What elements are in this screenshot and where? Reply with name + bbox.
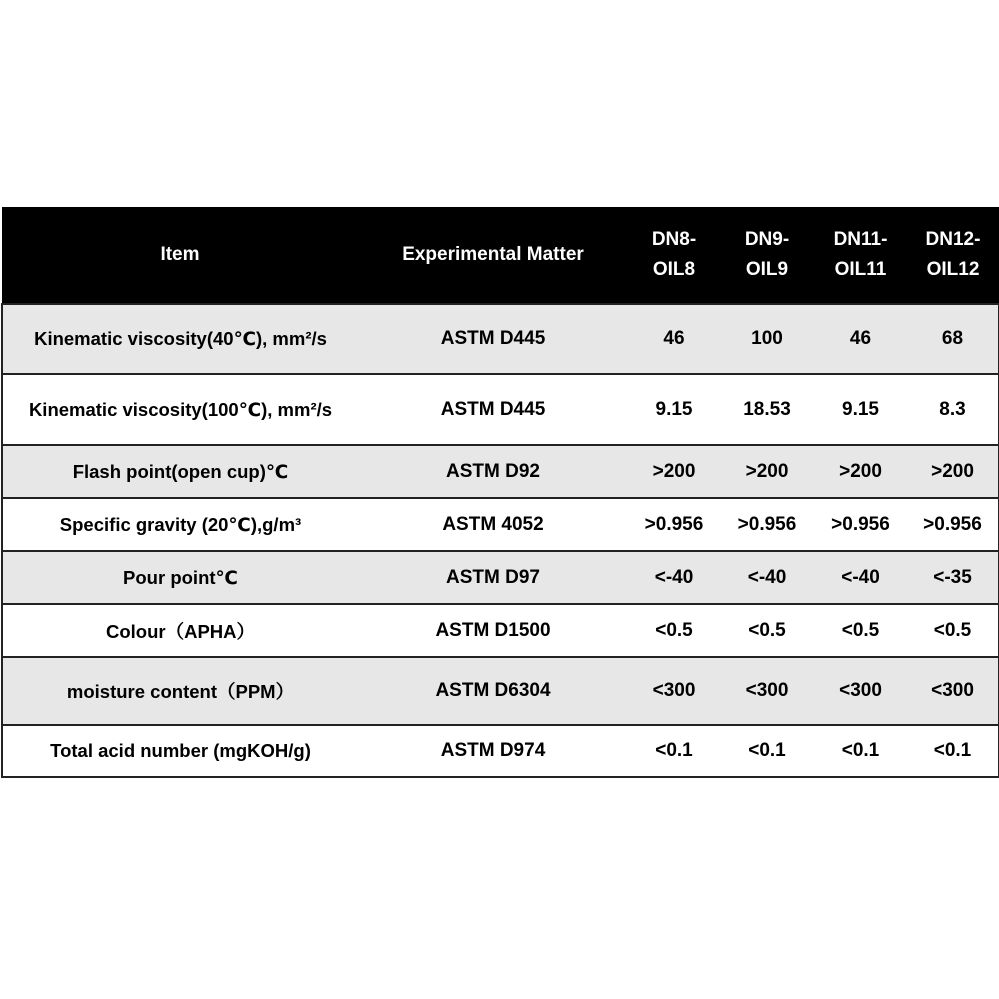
row-value-dn8: <0.1 (628, 725, 720, 777)
row-value-dn8: >200 (628, 445, 720, 498)
row-value-dn8: <300 (628, 657, 720, 725)
row-matter: ASTM D445 (358, 304, 628, 374)
header-dn12-line1: DN12- (925, 229, 981, 250)
row-value-dn9: <-40 (720, 551, 814, 604)
row-value-dn12: 8.3 (907, 374, 999, 445)
header-item: Item (2, 207, 358, 304)
row-matter: ASTM D1500 (358, 604, 628, 657)
table-row-viscosity-40 (2, 304, 999, 374)
row-matter: ASTM D97 (358, 551, 628, 604)
row-value-dn9: <0.5 (720, 604, 814, 657)
header-dn9-line2: OIL9 (745, 259, 789, 280)
row-item: Total acid number (mgKOH/g) (2, 725, 358, 777)
specifications-table (1, 207, 999, 778)
row-value-dn9: >0.956 (720, 498, 814, 551)
row-value-dn8: 46 (628, 304, 720, 374)
row-value-dn8: <0.5 (628, 604, 720, 657)
row-value-dn9: <0.1 (720, 725, 814, 777)
header-dn8-line1: DN8- (651, 229, 697, 250)
row-value-dn11: <0.5 (814, 604, 907, 657)
header-dn8-oil8 (628, 207, 720, 304)
row-value-dn12: >0.956 (907, 498, 999, 551)
row-value-dn9: 100 (720, 304, 814, 374)
header-dn9-oil9 (720, 207, 814, 304)
row-item: Kinematic viscosity(40℃), mm²/s (2, 304, 358, 374)
header-dn9-line1: DN9- (744, 229, 790, 250)
row-value-dn8: >0.956 (628, 498, 720, 551)
header-dn8-line2: OIL8 (652, 259, 696, 280)
row-value-dn12: <-35 (907, 551, 999, 604)
header-experimental-matter: Experimental Matter (358, 207, 628, 304)
row-matter: ASTM D6304 (358, 657, 628, 725)
row-value-dn8: <-40 (628, 551, 720, 604)
row-value-dn12: >200 (907, 445, 999, 498)
row-item: Flash point(open cup)℃ (2, 445, 358, 498)
row-value-dn12: <300 (907, 657, 999, 725)
table-row-pour-point (2, 551, 999, 604)
row-matter: ASTM 4052 (358, 498, 628, 551)
row-value-dn11: >0.956 (814, 498, 907, 551)
row-value-dn8: 9.15 (628, 374, 720, 445)
header-dn11-line2: OIL11 (834, 259, 887, 280)
row-item: moisture content（PPM） (2, 657, 358, 725)
header-dn11-oil11 (814, 207, 907, 304)
row-value-dn9: <300 (720, 657, 814, 725)
row-value-dn11: 46 (814, 304, 907, 374)
row-item: Specific gravity (20℃),g/m³ (2, 498, 358, 551)
header-dn12-line2: OIL12 (926, 259, 980, 280)
row-item: Kinematic viscosity(100℃), mm²/s (2, 374, 358, 445)
row-matter: ASTM D974 (358, 725, 628, 777)
table-row-flash-point (2, 445, 999, 498)
table-row-total-acid-number (2, 725, 999, 777)
row-item: Colour（APHA） (2, 604, 358, 657)
row-item: Pour point℃ (2, 551, 358, 604)
header-dn11-line1: DN11- (833, 229, 888, 250)
row-value-dn11: <-40 (814, 551, 907, 604)
row-value-dn9: 18.53 (720, 374, 814, 445)
row-value-dn11: >200 (814, 445, 907, 498)
table-row-moisture-content (2, 657, 999, 725)
row-value-dn11: <300 (814, 657, 907, 725)
row-value-dn12: <0.1 (907, 725, 999, 777)
row-value-dn12: 68 (907, 304, 999, 374)
table-row-colour (2, 604, 999, 657)
table-row-specific-gravity (2, 498, 999, 551)
header-dn12-oil12 (907, 207, 999, 304)
row-value-dn12: <0.5 (907, 604, 999, 657)
row-value-dn11: <0.1 (814, 725, 907, 777)
row-matter: ASTM D445 (358, 374, 628, 445)
row-matter: ASTM D92 (358, 445, 628, 498)
row-value-dn11: 9.15 (814, 374, 907, 445)
row-value-dn9: >200 (720, 445, 814, 498)
table-header-row (2, 207, 999, 304)
table-row-viscosity-100 (2, 374, 999, 445)
